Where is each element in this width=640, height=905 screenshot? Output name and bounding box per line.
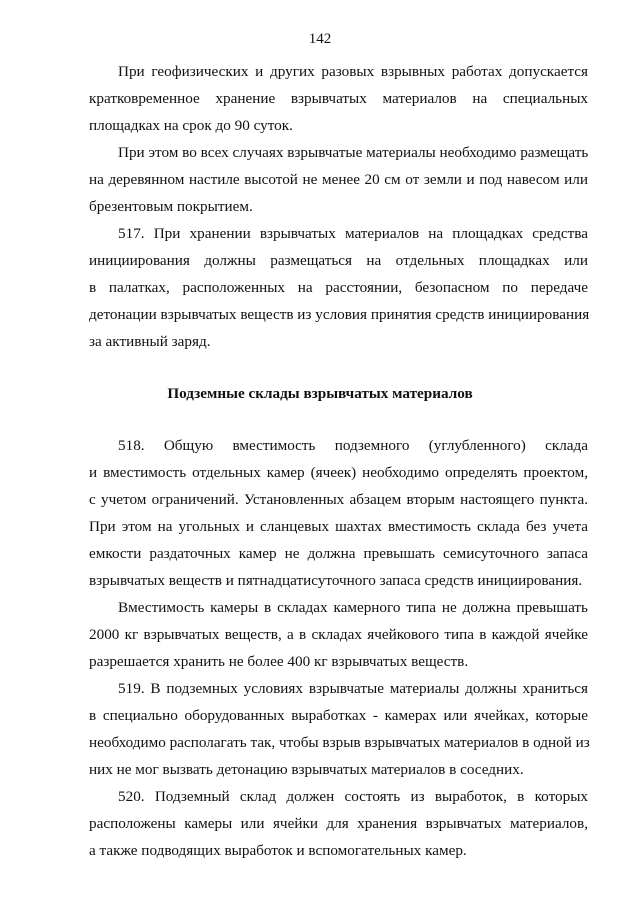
text-line: 2000 кг взрывчатых веществ, а в складах ячейкового типа в каждой ячейке bbox=[89, 626, 588, 643]
text-line: разрешается хранить не более 400 кг взрывчатых веществ. bbox=[89, 653, 469, 670]
text-line: с учетом ограничений. Установленных абзацем вторым настоящего пункта. bbox=[89, 491, 588, 508]
text-line: При этом во всех случаях взрывчатые материалы необходимо размещать bbox=[118, 144, 589, 161]
text-line: необходимо располагать так, чтобы взрыв взрывчатых материалов в одной из bbox=[89, 734, 590, 751]
text-line: на деревянном настиле высотой не менее 20 см от земли и под навесом или bbox=[89, 171, 588, 188]
text-line: 520. Подземный склад должен состоять из выработок, в которых bbox=[118, 788, 588, 805]
text-line: детонации взрывчатых веществ из условия принятия средств инициирования bbox=[89, 306, 590, 323]
text-line: и вместимость отдельных камер (ячеек) необходимо определять проектом, bbox=[89, 464, 588, 481]
text-line: При этом на угольных и сланцевых шахтах вместимость склада без учета bbox=[89, 518, 588, 535]
text-line: 518. Общую вместимость подземного (углубленного) склада bbox=[118, 437, 588, 454]
text-line: расположены камеры или ячейки для хранения взрывчатых материалов, bbox=[89, 815, 588, 832]
text-line: взрывчатых веществ и пятнадцатисуточного запаса средств инициирования. bbox=[89, 572, 583, 589]
text-line: брезентовым покрытием. bbox=[89, 198, 253, 215]
text-line: а также подводящих выработок и вспомогательных камер. bbox=[89, 842, 467, 859]
text-line: в палатках, расположенных на расстоянии, безопасном по передаче bbox=[89, 279, 588, 296]
page-number: 142 bbox=[308, 31, 332, 47]
text-line: При геофизических и других разовых взрывных работах допускается bbox=[118, 63, 588, 80]
text-line: за активный заряд. bbox=[89, 333, 211, 350]
section-heading: Подземные склады взрывчатых материалов bbox=[167, 385, 473, 402]
text-line: площадках на срок до 90 суток. bbox=[89, 117, 293, 134]
text-line: 517. При хранении взрывчатых материалов на площадках средства bbox=[118, 225, 588, 242]
text-line: в специально оборудованных выработках - камерах или ячейках, которые bbox=[89, 707, 588, 724]
text-line: Вместимость камеры в складах камерного типа не должна превышать bbox=[118, 599, 588, 616]
text-line: инициирования должны размещаться на отдельных площадках или bbox=[89, 252, 588, 269]
text-line: 519. В подземных условиях взрывчатые материалы должны храниться bbox=[118, 680, 588, 697]
text-line: них не мог вызвать детонацию взрывчатых материалов в соседних. bbox=[89, 761, 524, 778]
text-line: емкости раздаточных камер не должна превышать семисуточного запаса bbox=[89, 545, 588, 562]
text-line: кратковременное хранение взрывчатых материалов на специальных bbox=[89, 90, 588, 107]
